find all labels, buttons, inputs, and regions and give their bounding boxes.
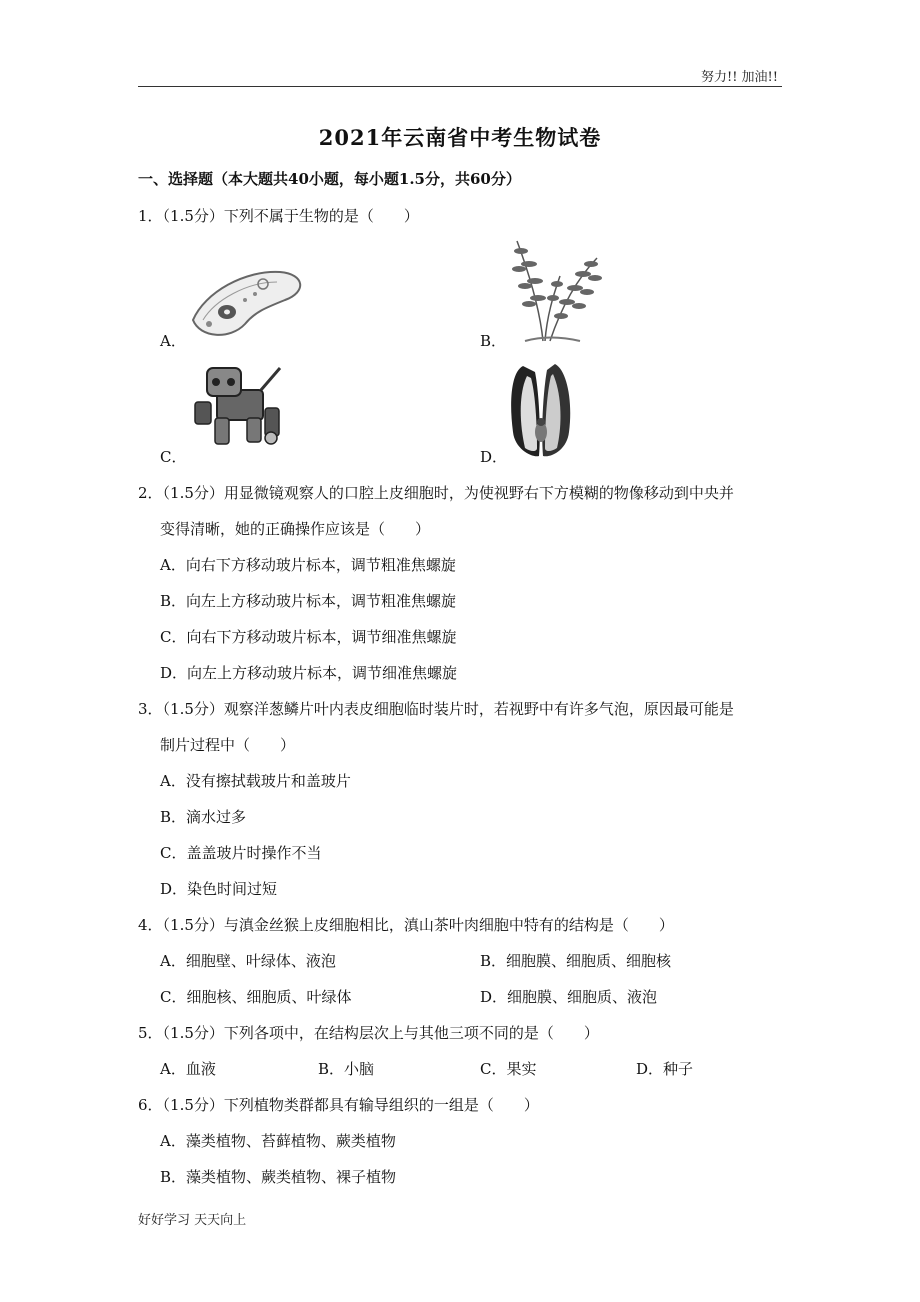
q5-option-a: A．血液: [160, 1060, 216, 1078]
q2-option-d: D．向左上方移动玻片标本，调节细准焦螺旋: [160, 664, 458, 682]
paramecium-icon: [185, 262, 310, 342]
page-title: 2021年云南省中考生物试卷: [318, 125, 602, 150]
section-heading: 一、选择题（本大题共40小题，每小题1.5分，共60分）: [138, 170, 521, 188]
q3-stem-line2: 制片过程中（ ）: [160, 736, 296, 754]
q4-option-d: D．细胞膜、细胞质、液泡: [480, 988, 658, 1006]
q1-option-b: B．: [480, 332, 507, 350]
header-divider: [138, 86, 782, 87]
footer-motto: 好好学习 天天向上: [138, 1213, 247, 1228]
q6-option-a: A．藻类植物、苔藓植物、蕨类植物: [160, 1132, 396, 1150]
q4-stem: 4．（1.5分）与滇金丝猴上皮细胞相比，滇山茶叶肉细胞中特有的结构是（ ）: [138, 916, 674, 934]
penguin-icon: [505, 362, 577, 460]
q3-option-b: B．滴水过多: [160, 808, 247, 826]
q5-option-b: B．小脑: [318, 1060, 375, 1078]
q2-option-c: C．向右下方移动玻片标本，调节细准焦螺旋: [160, 628, 457, 646]
q2-stem-line1: 2．（1.5分）用显微镜观察人的口腔上皮细胞时，为使视野右下方模糊的物像移动到中央并: [138, 484, 734, 502]
q1-option-a: A．: [160, 332, 186, 350]
q1-option-c: C．: [160, 448, 187, 466]
q1-option-d: D．: [480, 448, 508, 466]
q3-option-d: D．染色时间过短: [160, 880, 278, 898]
q5-option-c: C．果实: [480, 1060, 537, 1078]
header-motto: 努力!! 加油!!: [700, 70, 778, 85]
q5-option-d: D．种子: [636, 1060, 694, 1078]
q6-option-b: B．藻类植物、蕨类植物、裸子植物: [160, 1168, 397, 1186]
q1-stem: 1．（1.5分）下列不属于生物的是（ ）: [138, 207, 419, 225]
robot-dog-icon: [185, 360, 290, 448]
fern-icon: [505, 236, 605, 344]
q4-option-c: C．细胞核、细胞质、叶绿体: [160, 988, 352, 1006]
q2-option-a: A．向右下方移动玻片标本，调节粗准焦螺旋: [160, 556, 456, 574]
q3-option-a: A．没有擦拭载玻片和盖玻片: [160, 772, 351, 790]
q5-stem: 5．（1.5分）下列各项中，在结构层次上与其他三项不同的是（ ）: [138, 1024, 599, 1042]
q3-option-c: C．盖盖玻片时操作不当: [160, 844, 322, 862]
q3-stem-line1: 3．（1.5分）观察洋葱鳞片叶内表皮细胞临时装片时，若视野中有许多气泡，原因最可能是: [138, 700, 734, 718]
q2-option-b: B．向左上方移动玻片标本，调节粗准焦螺旋: [160, 592, 457, 610]
q2-stem-line2: 变得清晰，她的正确操作应该是（ ）: [160, 520, 431, 538]
q6-stem: 6．（1.5分）下列植物类群都具有输导组织的一组是（ ）: [138, 1096, 539, 1114]
q4-option-b: B．细胞膜、细胞质、细胞核: [480, 952, 672, 970]
q4-option-a: A．细胞壁、叶绿体、液泡: [160, 952, 336, 970]
